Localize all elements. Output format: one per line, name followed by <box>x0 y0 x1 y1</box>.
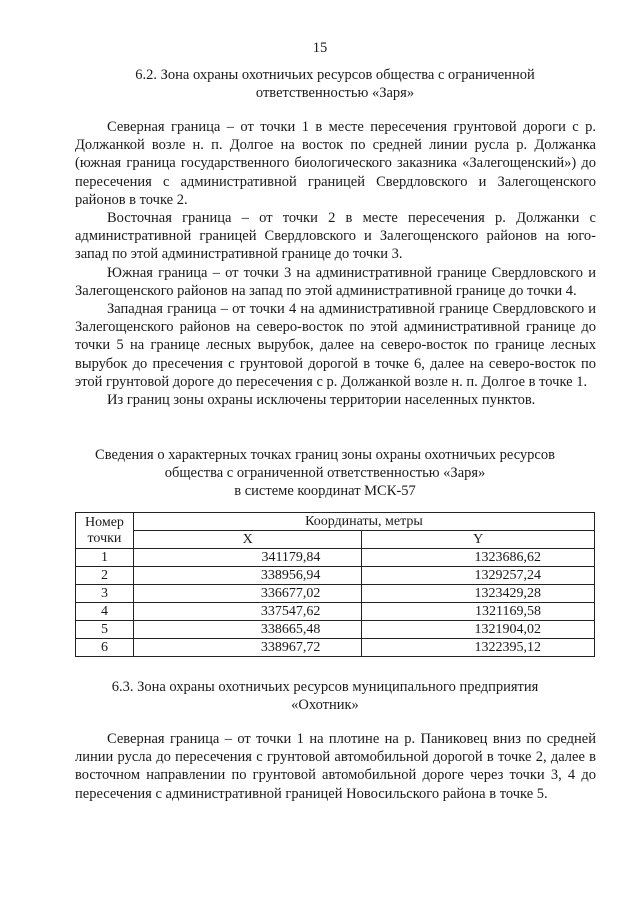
section-6-2-title <box>70 66 600 102</box>
table-row <box>76 639 595 657</box>
coord-y: 1321904,02 <box>362 621 595 639</box>
coord-x: 337547,62 <box>133 603 362 621</box>
coord-x: 336677,02 <box>133 585 362 603</box>
section-6-2-body <box>75 118 596 409</box>
section-6-3-title <box>60 678 590 714</box>
paragraph-exclusions: Из границ зоны охраны исключены территории населенных пунктов. <box>107 392 536 409</box>
header-point-number <box>76 513 134 549</box>
table-row <box>76 549 595 567</box>
header-point-line2: точки <box>87 530 122 546</box>
table-row <box>76 567 595 585</box>
section-6-3-title-line2: «Охотник» <box>291 697 359 713</box>
paragraph-okhotnik-north-boundary: Северная граница – от точки 1 на плотине на р. Паниковец вниз по средней линии русла до пересечения с грунтовой автомобильной дорогой в точке 2, далее в восточном направлении по грунтовой автомобильной дороге через точки 3, 4 до пересечения с административной границей Новосильского района в точке 5. <box>75 731 596 802</box>
coord-y: 1321169,58 <box>362 603 595 621</box>
coord-y: 1322395,12 <box>362 639 595 657</box>
coordinates-table <box>75 512 595 657</box>
point-number: 4 <box>76 603 134 621</box>
coord-y: 1323686,62 <box>362 549 595 567</box>
paragraph-east-boundary: Восточная граница – от точки 2 в месте пересечения р. Должанки с административной границей Свердловского и Залегощенского районов на юго-запад по этой административной границе до точки 3. <box>75 210 596 263</box>
table-caption-line1: Сведения о характерных точках границ зоны охраны охотничьих ресурсов <box>95 447 555 463</box>
coord-x: 338956,94 <box>133 567 362 585</box>
coord-x: 338967,72 <box>133 639 362 657</box>
coord-y: 1323429,28 <box>362 585 595 603</box>
header-x: X <box>133 531 362 549</box>
page-number: 15 <box>312 40 328 56</box>
paragraph-west-boundary: Западная граница – от точки 4 на административной границе Свердловского и Залегощенского районов на северо-восток по этой административной границе до точки 5 на границе лесных вырубок, далее на северо-восток по границе лесных вырубок до пресечения с грунтовой дорогой в точке 6, далее на северо-восток по этой грунтовой дороге до пересечения с р. Должанкой возле н. п. Долгое в точке 1. <box>75 301 596 390</box>
point-number: 2 <box>76 567 134 585</box>
point-number: 1 <box>76 549 134 567</box>
point-number: 6 <box>76 639 134 657</box>
table-caption-line2: общества с ограниченной ответственностью «Заря» <box>164 465 486 481</box>
coord-x: 338665,48 <box>133 621 362 639</box>
point-number: 5 <box>76 621 134 639</box>
section-6-3-title-line1: 6.3. Зона охраны охотничьих ресурсов муниципального предприятия <box>111 679 539 695</box>
paragraph-south-boundary: Южная граница – от точки 3 на административной границе Свердловского и Залегощенского районов на запад по этой административной границе до точки 4. <box>75 264 596 299</box>
section-6-3-body <box>75 730 596 803</box>
paragraph-north-boundary: Северная граница – от точки 1 в месте пересечения грунтовой дороги с р. Должанкой возле н. п. Долгое на восток по средней линии русла р. Должанка (южная граница государственного биологического заказника «Залегощенский») до пересечения с административной границей Свердловского и Залегощенского районов в точке 2. <box>75 119 596 208</box>
header-point-line1: Номер <box>85 514 124 530</box>
section-6-2-title-line2: ответственностью «Заря» <box>255 85 415 101</box>
section-6-2-title-line1: 6.2. Зона охраны охотничьих ресурсов общества с ограниченной <box>135 67 535 83</box>
point-number: 3 <box>76 585 134 603</box>
header-y: Y <box>362 531 595 549</box>
coord-x: 341179,84 <box>133 549 362 567</box>
header-coordinates: Координаты, метры <box>133 513 594 531</box>
table-row <box>76 603 595 621</box>
coord-y: 1329257,24 <box>362 567 595 585</box>
table-caption <box>60 446 590 500</box>
table-row <box>76 585 595 603</box>
table-row <box>76 621 595 639</box>
table-caption-line3: в системе координат МСК-57 <box>234 483 416 499</box>
